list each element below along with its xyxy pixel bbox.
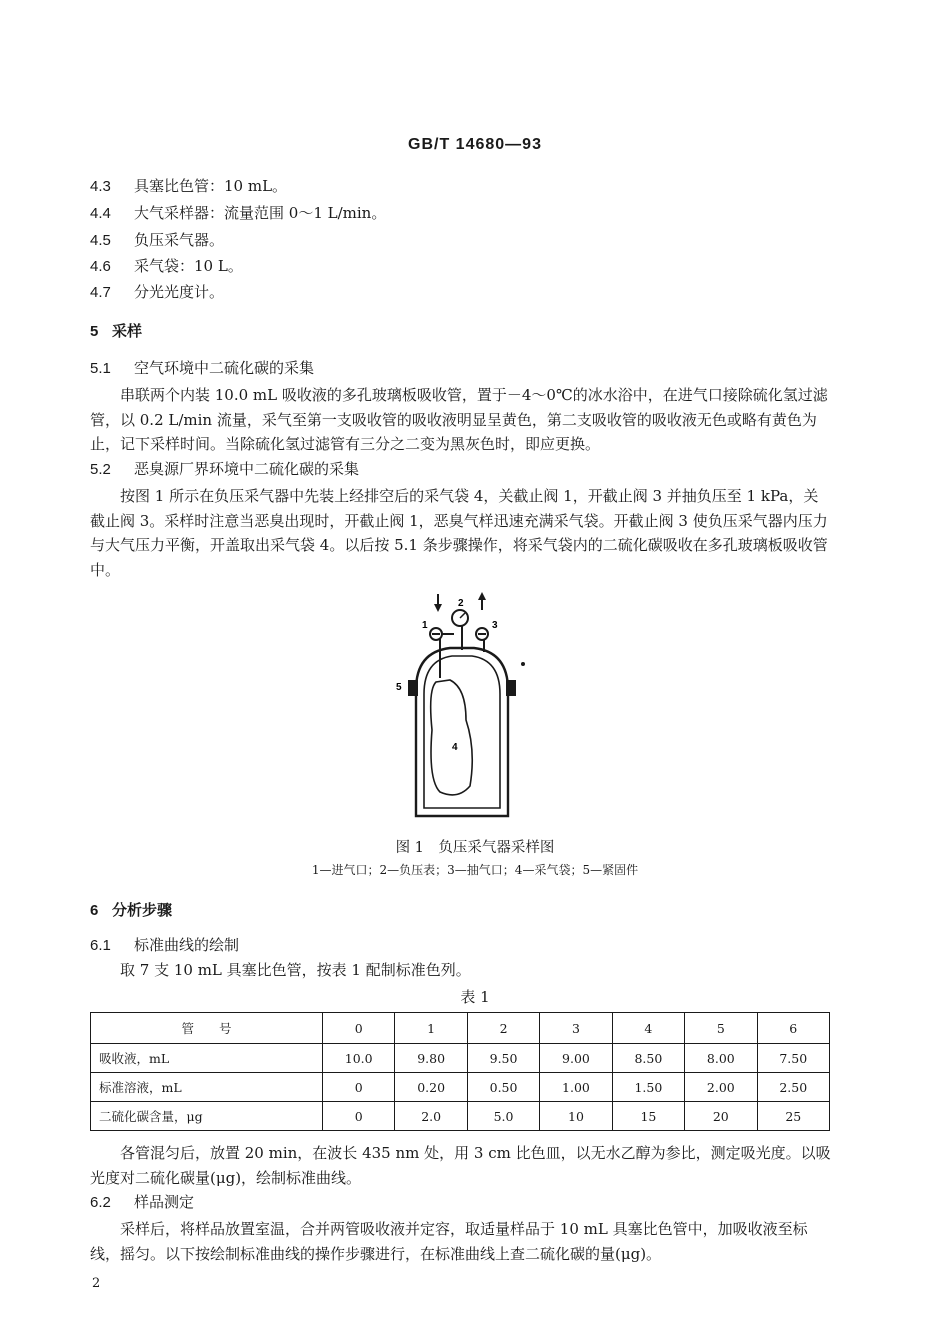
subsection-heading <box>90 935 239 956</box>
figure-caption: 图 1 负压采气器采样图 <box>395 840 555 856</box>
table-row <box>91 1044 830 1073</box>
item-text: 分光光度计。 <box>134 283 225 301</box>
section-title: 分析步骤 <box>112 902 173 919</box>
item-text: 大气采样器：流量范围 0～1 L/min。 <box>134 204 387 222</box>
table-cell: 15 <box>612 1102 684 1131</box>
subsection-title: 空气环境中二硫化碳的采集 <box>134 359 315 377</box>
section-heading <box>90 320 142 341</box>
subsection-heading <box>90 459 359 480</box>
subsection-number: 5.2 <box>90 461 111 478</box>
outer-vessel <box>416 648 508 816</box>
paragraph: 按图 1 所示在负压采气器中先装上经排空后的采气袋 4，关截止阀 1，开截止阀 3 并抽负压至 1 kPa，关截止阀 3。采样时注意当恶臭出现时，开截止阀 1，恶臭气样迅速充满采气袋。开截止阀 3 使负压采气器内压力与大气压力平衡，开盖取出采气袋 4。以后按 5.1 条步骤操作，将采气袋内的二硫化碳吸收在多孔玻璃板吸收管中。 <box>90 487 828 579</box>
table-header-row <box>91 1013 830 1044</box>
section-title: 采样 <box>112 323 143 340</box>
item-number: 4.6 <box>90 258 111 275</box>
label-2: 2 <box>458 598 464 609</box>
subsection-title: 标准曲线的绘制 <box>134 936 240 954</box>
left-clamp-icon <box>408 680 418 696</box>
subsection-number: 6.1 <box>90 937 111 954</box>
section-heading <box>90 899 172 920</box>
label-3: 3 <box>492 620 498 631</box>
list-item <box>90 176 287 197</box>
table-row <box>91 1102 830 1131</box>
table-header-cell: 2 <box>467 1013 539 1044</box>
item-text: 具塞比色管：10 mL。 <box>134 177 288 195</box>
list-item <box>90 282 224 303</box>
inflow-arrowhead-icon <box>434 604 442 612</box>
table-cell: 10.0 <box>323 1044 395 1073</box>
subsection-number: 6.2 <box>90 1194 111 1211</box>
paragraph: 采样后，将样品放置室温，合并两管吸收液并定容，取适量样品于 10 mL 具塞比色管中，加吸收液至标线，摇匀。以下按绘制标准曲线的操作步骤进行，在标准曲线上查二硫化碳的量(μg)。 <box>90 1220 808 1263</box>
table-cell: 5.0 <box>467 1102 539 1131</box>
table-cell: 1.00 <box>540 1073 612 1102</box>
table-cell: 0 <box>323 1073 395 1102</box>
table-row <box>91 1073 830 1102</box>
row-label: 标准溶液，mL <box>91 1073 323 1102</box>
page-number: 2 <box>92 1276 101 1291</box>
label-1: 1 <box>422 620 428 631</box>
subsection-heading <box>90 1192 194 1213</box>
right-clamp-icon <box>506 680 516 696</box>
section-number: 5 <box>90 323 99 340</box>
table-cell: 25 <box>757 1102 829 1131</box>
subsection-title: 样品测定 <box>134 1193 195 1211</box>
table-header-cell: 0 <box>323 1013 395 1044</box>
table-cell: 10 <box>540 1102 612 1131</box>
subsection-heading <box>90 358 314 379</box>
table-title: 表 1 <box>460 988 490 1006</box>
table-header-cell: 3 <box>540 1013 612 1044</box>
table-header-cell: 管 号 <box>91 1013 323 1044</box>
table-header-cell: 4 <box>612 1013 684 1044</box>
item-number: 4.4 <box>90 205 111 222</box>
table-header-cell: 5 <box>685 1013 757 1044</box>
speck <box>521 662 525 666</box>
table-cell: 2.00 <box>685 1073 757 1102</box>
outflow-arrowhead-icon <box>478 592 486 600</box>
table-cell: 9.50 <box>467 1044 539 1073</box>
section-number: 6 <box>90 902 99 919</box>
list-item <box>90 230 224 251</box>
subsection-number: 5.1 <box>90 360 111 377</box>
vacuum-sampler-diagram <box>380 590 540 830</box>
table-cell: 2.50 <box>757 1073 829 1102</box>
table-cell: 9.00 <box>540 1044 612 1073</box>
paragraph: 串联两个内装 10.0 mL 吸收液的多孔玻璃板吸收管，置于－4～0℃的冰水浴中，在进气口接除硫化氢过滤管，以 0.2 L/min 流量，采气至第一支吸收管的吸收液明显呈黄色，第二支吸收管的吸收液无色或略有黄色为止，记下采样时间。当除硫化氢过滤管有三分之二变为黑灰色时，即应更换。 <box>90 386 828 453</box>
item-text: 负压采气器。 <box>134 231 225 249</box>
table-cell: 2.0 <box>395 1102 467 1131</box>
label-5: 5 <box>396 682 402 693</box>
table-cell: 8.50 <box>612 1044 684 1073</box>
sampling-bag <box>431 680 473 795</box>
table-header-cell: 6 <box>757 1013 829 1044</box>
paragraph: 取 7 支 10 mL 具塞比色管，按表 1 配制标准色列。 <box>120 961 471 979</box>
label-4: 4 <box>452 742 458 753</box>
figure-legend: 1—进气口；2—负压表；3—抽气口；4—采气袋；5—紧固件 <box>311 863 639 877</box>
table-cell: 9.80 <box>395 1044 467 1073</box>
table-cell: 0.20 <box>395 1073 467 1102</box>
standard-series-table <box>90 1012 830 1131</box>
item-number: 4.3 <box>90 178 111 195</box>
standard-number-header: GB/T 14680—93 <box>408 136 542 153</box>
table-cell: 1.50 <box>612 1073 684 1102</box>
table-cell: 8.00 <box>685 1044 757 1073</box>
list-item <box>90 203 386 224</box>
table-cell: 0.50 <box>467 1073 539 1102</box>
table-cell: 7.50 <box>757 1044 829 1073</box>
item-text: 采气袋：10 L。 <box>134 257 243 275</box>
row-label: 吸收液，mL <box>91 1044 323 1073</box>
row-label: 二硫化碳含量，μg <box>91 1102 323 1131</box>
item-number: 4.5 <box>90 232 111 249</box>
list-item <box>90 256 243 277</box>
table-header-cell: 1 <box>395 1013 467 1044</box>
subsection-title: 恶臭源厂界环境中二硫化碳的采集 <box>134 460 360 478</box>
item-number: 4.7 <box>90 284 111 301</box>
table-cell: 20 <box>685 1102 757 1131</box>
paragraph: 各管混匀后，放置 20 min，在波长 435 nm 处，用 3 cm 比色皿，以无水乙醇为参比，测定吸光度。以吸光度对二硫化碳量(μg)，绘制标准曲线。 <box>90 1144 831 1187</box>
table-cell: 0 <box>323 1102 395 1131</box>
